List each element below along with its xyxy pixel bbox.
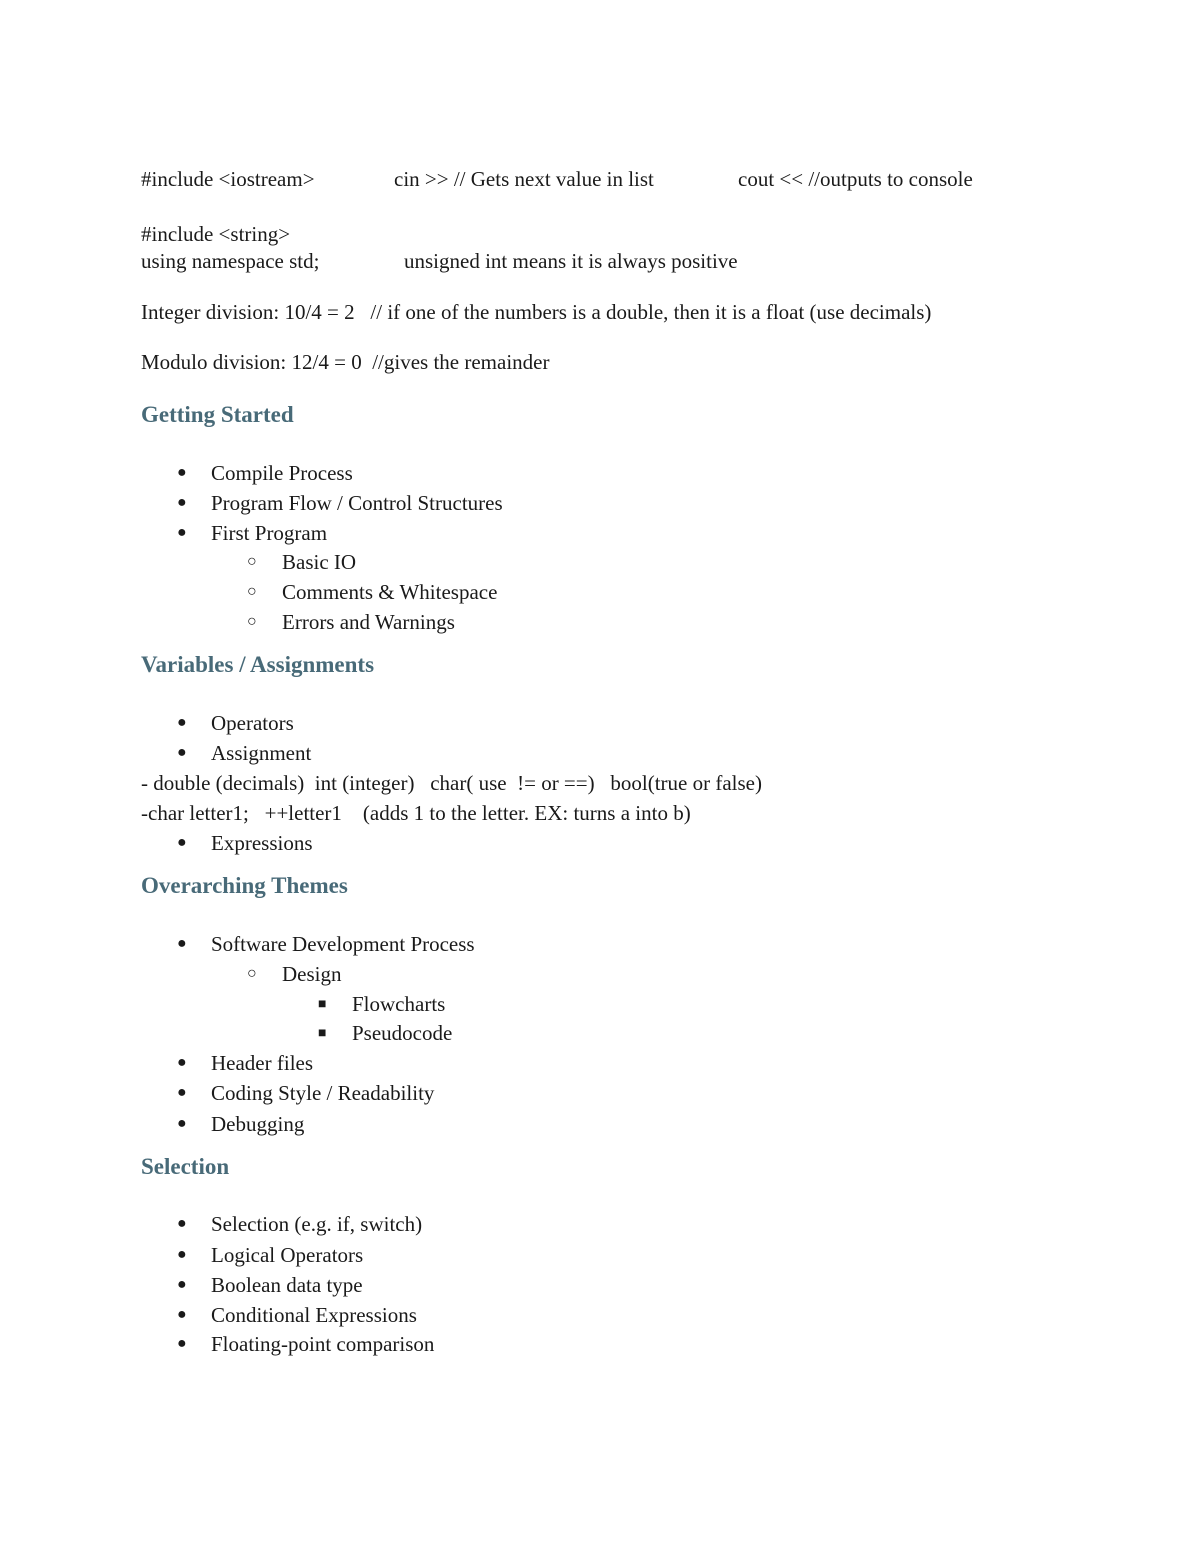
circle-bullet-icon	[247, 579, 257, 605]
disc-bullet-icon	[177, 1080, 187, 1106]
cout-note-text: cout << //outputs to console	[738, 167, 973, 191]
list-item: Debugging	[211, 1112, 305, 1136]
namespace-text: using namespace std;	[141, 249, 320, 273]
list-item: Header files	[211, 1051, 314, 1075]
section-heading-getting-started: Getting Started	[141, 402, 294, 427]
disc-bullet-icon	[177, 1242, 187, 1268]
section-heading-selection: Selection	[141, 1154, 230, 1179]
cin-note-text: cin >> // Gets next value in list	[394, 167, 654, 191]
circle-bullet-icon	[247, 549, 257, 575]
circle-bullet-icon	[247, 961, 257, 987]
char-increment-note: -char letter1; ++letter1 (adds 1 to the letter. EX: turns a into b)	[141, 801, 691, 825]
disc-bullet-icon	[177, 1272, 187, 1298]
disc-bullet-icon	[177, 1302, 187, 1328]
disc-bullet-icon	[177, 490, 187, 516]
section-heading-variables: Variables / Assignments	[141, 652, 375, 677]
list-item: Logical Operators	[211, 1243, 364, 1267]
list-item: Coding Style / Readability	[211, 1081, 435, 1105]
disc-bullet-icon	[177, 1211, 187, 1237]
list-item: Selection (e.g. if, switch)	[211, 1212, 423, 1236]
list-item: Floating-point comparison	[211, 1332, 435, 1356]
sub-list-item: Errors and Warnings	[282, 610, 455, 634]
disc-bullet-icon	[177, 740, 187, 766]
sub-list-item: Comments & Whitespace	[282, 580, 498, 604]
list-item: Conditional Expressions	[211, 1303, 417, 1327]
include-string-text: #include <string>	[141, 222, 291, 246]
disc-bullet-icon	[177, 931, 187, 957]
disc-bullet-icon	[177, 710, 187, 736]
square-bullet-icon	[318, 1020, 326, 1047]
disc-bullet-icon	[177, 520, 187, 546]
disc-bullet-icon	[177, 1050, 187, 1076]
sub-sub-list-item: Flowcharts	[352, 992, 446, 1016]
list-item: Program Flow / Control Structures	[211, 491, 503, 515]
list-item: Operators	[211, 711, 294, 735]
list-item: Compile Process	[211, 461, 353, 485]
section-heading-overarching-themes: Overarching Themes	[141, 873, 348, 898]
circle-bullet-icon	[247, 609, 257, 635]
modulo-division-text: Modulo division: 12/4 = 0 //gives the remainder	[141, 350, 550, 374]
disc-bullet-icon	[177, 1111, 187, 1137]
list-item: Boolean data type	[211, 1273, 363, 1297]
disc-bullet-icon	[177, 1331, 187, 1357]
sub-list-item: Design	[282, 962, 342, 986]
sub-list-item: Basic IO	[282, 550, 357, 574]
sub-sub-list-item: Pseudocode	[352, 1021, 453, 1045]
disc-bullet-icon	[177, 830, 187, 856]
document-page	[141, 0, 1121, 1553]
list-item: Assignment	[211, 741, 312, 765]
unsigned-note-text: unsigned int means it is always positive	[404, 249, 738, 273]
list-item: Expressions	[211, 831, 313, 855]
list-item: First Program	[211, 521, 328, 545]
data-types-note: - double (decimals) int (integer) char( use != or ==) bool(true or false)	[141, 771, 762, 795]
disc-bullet-icon	[177, 460, 187, 486]
integer-division-text: Integer division: 10/4 = 2 // if one of the numbers is a double, then it is a float (use decimals)	[141, 300, 932, 324]
list-item: Software Development Process	[211, 932, 475, 956]
square-bullet-icon	[318, 991, 326, 1018]
include-iostream-text: #include <iostream>	[141, 167, 315, 191]
